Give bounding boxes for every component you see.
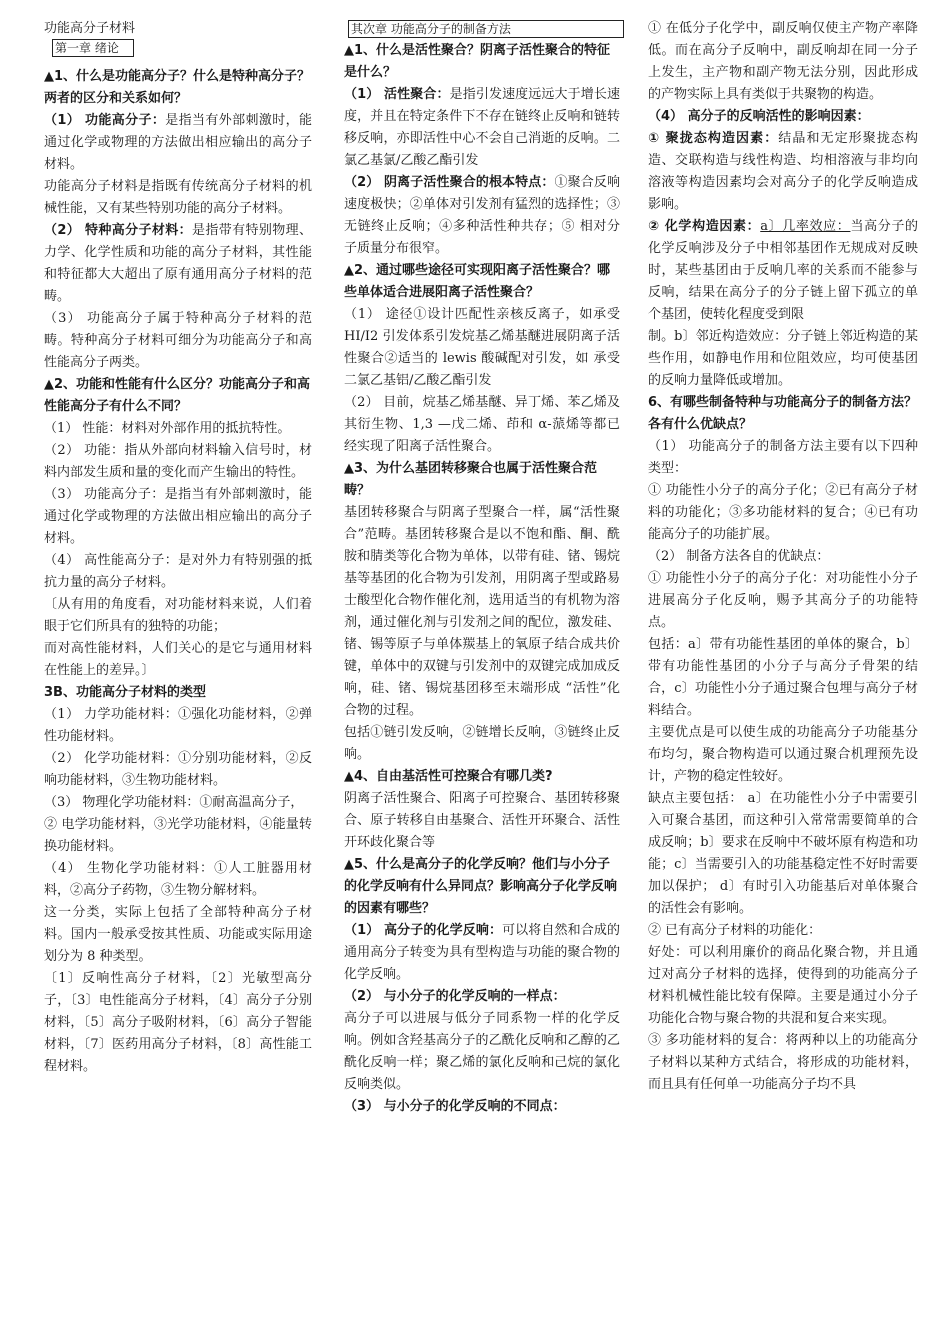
- question-2-heading: ▲2、通过哪些途径可实现阳离子活性聚合？哪些单体适合进展阳离子活性聚合？: [344, 263, 611, 300]
- column-3: [648, 18, 918, 1096]
- term-definition: 高分子可以进展与低分子同系物一样的化学反响。例如含羟基高分子的乙酰化反响和乙醇的乙酰化反响一样；聚乙烯的氯化反响和己烷的氯化反响类似。: [344, 1011, 620, 1092]
- question-3-heading: ▲3、为什么基团转移聚合也属于活性聚合范畴？: [344, 461, 598, 498]
- paragraph: ③ 多功能材料的复合：将两种以上的功能高分子材料以某种方式结合，将形成的功能材料，而且具有任何单一功能高分子均不具: [648, 1033, 918, 1092]
- paragraph: （1） 性能：材料对外部作用的抵抗特性。: [44, 421, 291, 436]
- paragraph: ① 功能性小分子的高分子化：对功能性小分子进展高分子化反响，赐予其高分子的功能特点。: [648, 571, 918, 630]
- paragraph: ① 在低分子化学中，副反响仅使主产物产率降低。而在高分子反响中，副反响却在同一分子上发生，主产物和副产物无法分别，因此形成的产物实际上具有类似于共聚物的构造。: [648, 21, 918, 102]
- term-label: （1） 高分子的化学反响：: [344, 923, 503, 938]
- column-2: [344, 18, 620, 1118]
- question-3-heading: 3B、功能高分子材料的类型: [44, 685, 206, 700]
- question-1-heading: ▲1、什么是功能高分子？什么是特种高分子？两者的区分和关系如何？: [44, 69, 311, 106]
- question-1-heading: ▲1、什么是活性聚合？阴离子活性聚合的特征是什么？: [344, 43, 611, 80]
- question-4-subheading: （4） 高分子的反响活性的影响因素：: [648, 109, 870, 124]
- question-5-heading: ▲5、什么是高分子的化学反响？他们与小分子的化学反响有什么异同点？影响高分子化学反响的因素有哪些？: [344, 857, 618, 916]
- paragraph: （2） 制备方法各自的优缺点：: [648, 549, 830, 564]
- paragraph: （2） 目前，烷基乙烯基醚、异丁烯、苯乙烯及其衍生物、1,3 —戊二烯、茚和 α-蒎烯等都已经实现了阳离子活性聚合。: [344, 395, 620, 454]
- term-label: （2） 特种高分子材料：: [44, 223, 193, 238]
- paragraph: 包括：a〕带有功能性基团的单体的聚合，b〕带有功能性基团的小分子与高分子骨架的结合，c〕功能性小分子通过聚合包埋与高分子材料结合。: [648, 637, 918, 718]
- term-definition: 结晶和无定形聚拢态构造、交联构造与线性构造、均相溶液与非均向溶液等构造因素均会对高分子的化学反响造成影响。: [648, 131, 918, 212]
- paragraph: 包括①链引发反响，②链增长反响，③链终止反响。: [344, 725, 620, 762]
- document-title: 功能高分子材料: [44, 21, 136, 36]
- paragraph: 而对高性能材料，人们关心的是它与通用材料在性能上的差异。〕: [44, 641, 312, 678]
- term-label: （3） 与小分子的化学反响的不同点：: [344, 1099, 566, 1114]
- paragraph: （3） 物理化学功能材料：①耐高温高分子，: [44, 795, 304, 810]
- paragraph: （1） 功能高分子的制备方法主要有以下四种类型：: [648, 439, 918, 476]
- paragraph: 〔从有用的角度看，对功能材料来说，人们着眼于它们所具有的独特的功能；: [44, 597, 312, 634]
- paragraph: [344, 986, 620, 1096]
- chapter-1-heading: 第一章 绪论: [52, 39, 134, 57]
- term-definition: 是指引发速度远远大于增长速度，并且在特定条件下不存在链终止反响和链转移反响，亦即活性中心不会自己消逝的反响。二氯乙基氯/乙酸乙酯引发: [344, 87, 620, 168]
- question-2-heading: ▲2、功能和性能有什么区分？功能高分子和高性能高分子有什么不同？: [44, 377, 311, 414]
- paragraph: （1） 途径①设计匹配性亲核反离子，如承受 HI/I2 引发体系引发烷基乙烯基醚进展阴离子活性聚合②适当的 lewis 酸碱配对引发，如 承受二氯乙基铝/乙酸乙酯引发: [344, 307, 620, 388]
- term-definition: 是指带有特别物理、力学、化学性质和功能的高分子材料，其性能和特征都大大超出了原有通用高分子材料的范畴。: [44, 223, 312, 304]
- paragraph: [344, 1096, 620, 1118]
- paragraph: [344, 172, 620, 260]
- paragraph: （3） 功能高分子属于特种高分子材料的范畴。特种高分子材料可细分为功能高分子和高性能高分子两类。: [44, 311, 312, 370]
- term-label: （2） 阴离子活性聚合的根本特点：: [344, 175, 555, 190]
- paragraph: [344, 84, 620, 172]
- paragraph: （1） 力学功能材料：①强化功能材料，②弹性功能材料。: [44, 707, 312, 744]
- paragraph: 制。b〕邻近构造效应：分子链上邻近构造的某些作用，如静电作用和位阻效应，均可使基团的反响力量降低或增加。: [648, 329, 918, 388]
- paragraph: 这一分类，实际上包括了全部特种高分子材料。国内一般承受按其性质、功能或实际用途划分为 8 种类型。: [44, 905, 312, 964]
- term-label: ② 化学构造因素：: [648, 219, 761, 234]
- paragraph: 功能高分子材料是指既有传统高分子材料的机械性能，又有某些特别功能的高分子材料。: [44, 179, 312, 216]
- term-label: ① 聚拢态构造因素：: [648, 131, 779, 146]
- paragraph: [648, 216, 918, 326]
- term-definition: 当高分子的化学反响涉及分子中相邻基团作无规成对反映时，某些基团由于反响几率的关系而不能参与反响，结果在高分子的分子链上留下孤立的单个基团，使转化程度受到限: [648, 219, 918, 322]
- paragraph: 主要优点是可以使生成的功能高分子功能基分布均匀，聚合物构造可以通过聚合机理预先设计，产物的稳定性较好。: [648, 725, 918, 784]
- paragraph: 〔1〕反响性高分子材料，〔2〕光敏型高分子，〔3〕电性能高分子材料，〔4〕高分子分别材料，〔5〕高分子吸附材料，〔6〕高分子智能材料，〔7〕医药用高分子材料，〔8〕高性能工程材料。: [44, 971, 312, 1074]
- paragraph: （2） 功能：指从外部向材料输入信号时，材料内部发生质和量的变化而产生输出的特性。: [44, 443, 312, 480]
- underlined-label: a〕几率效应：: [760, 219, 851, 234]
- term-label: （1） 功能高分子：: [44, 113, 166, 128]
- paragraph: [44, 220, 312, 308]
- column-1: [44, 18, 312, 1078]
- term-definition: ①聚合反响速度极快；②单体对引发剂有猛烈的选择性；③无链终止反响；④多种活性种共存；⑤ 相对分子质量分布很窄。: [344, 175, 620, 256]
- paragraph: [44, 110, 312, 176]
- paragraph: 好处：可以利用廉价的商品化聚合物，并且通过对高分子材料的选择，使得到的功能高分子材料机械性能比较有保障。主要是通过小分子功能化合物与聚合物的共混和复合来实现。: [648, 945, 918, 1026]
- paragraph: 缺点主要包括： a〕在功能性小分子中需要引入可聚合基团，而这种引入常常需要简单的合成反响；b〕要求在反响中不破坏原有构造和功能；c〕当需要引入的功能基稳定性不好时需要加以保护； d〕有时引入功能基后对单体聚合的活性会有影响。: [648, 791, 918, 916]
- paragraph: 基团转移聚合与阴离子型聚合一样，属“活性聚合”范畴。基团转移聚合是以不饱和酯、酮、酰胺和腈类等化合物为单体，以带有硅、锗、锡烷基等基团的化合物为引发剂，用阴离子型或路易士酸型化合物作催化剂，选用适当的有机物为溶剂，通过催化剂与引发剂之间的配位，激发硅、锗、锡等原子与单体羰基上的氧原子结合成共价键，单体中的双键与引发剂中的双键完成加成反响，硅、锗、锡烷基团移至末端形成 “活性”化合物的过程。: [344, 505, 620, 718]
- paragraph: （4） 生物化学功能材料：①人工脏器用材料，②高分子药物，③生物分解材料。: [44, 861, 312, 898]
- question-4-heading: ▲4、自由基活性可控聚合有哪几类?: [344, 769, 553, 784]
- chapter-2-heading: 其次章 功能高分子的制备方法: [348, 20, 624, 38]
- term-label: （1） 活性聚合：: [344, 87, 450, 102]
- paragraph: 阴离子活性聚合、阳离子可控聚合、基团转移聚合、原子转移自由基聚合、活性开环聚合、活性开环歧化聚合等: [344, 791, 620, 850]
- paragraph: [344, 920, 620, 986]
- paragraph: ② 电学功能材料，③光学功能材料，④能量转换功能材料。: [44, 817, 312, 854]
- paragraph: ① 功能性小分子的高分子化；②已有高分子材料的功能化；③多功能材料的复合；④已有功能高分子的功能扩展。: [648, 483, 918, 542]
- question-6-heading: 6、有哪些制备特种与功能高分子的制备方法？各有什么优缺点？: [648, 395, 918, 432]
- paragraph: ② 已有高分子材料的功能化：: [648, 923, 822, 938]
- term-label: （2） 与小分子的化学反响的一样点：: [344, 989, 566, 1004]
- paragraph: （4） 高性能高分子：是对外力有特别强的抵抗力量的高分子材料。: [44, 553, 312, 590]
- term-definition: 是指当有外部刺激时，能通过化学或物理的方法做出相应输出的高分子材料。: [44, 113, 312, 172]
- paragraph: [648, 128, 918, 216]
- paragraph: （3） 功能高分子：是指当有外部刺激时，能通过化学或物理的方法做出相应输出的高分子材料。: [44, 487, 312, 546]
- paragraph: （2） 化学功能材料：①分别功能材料，②反响功能材料，③生物功能材料。: [44, 751, 312, 788]
- term-definition: 可以将自然和合成的通用高分子转变为具有型构造与功能的聚合物的化学反响。: [344, 923, 620, 982]
